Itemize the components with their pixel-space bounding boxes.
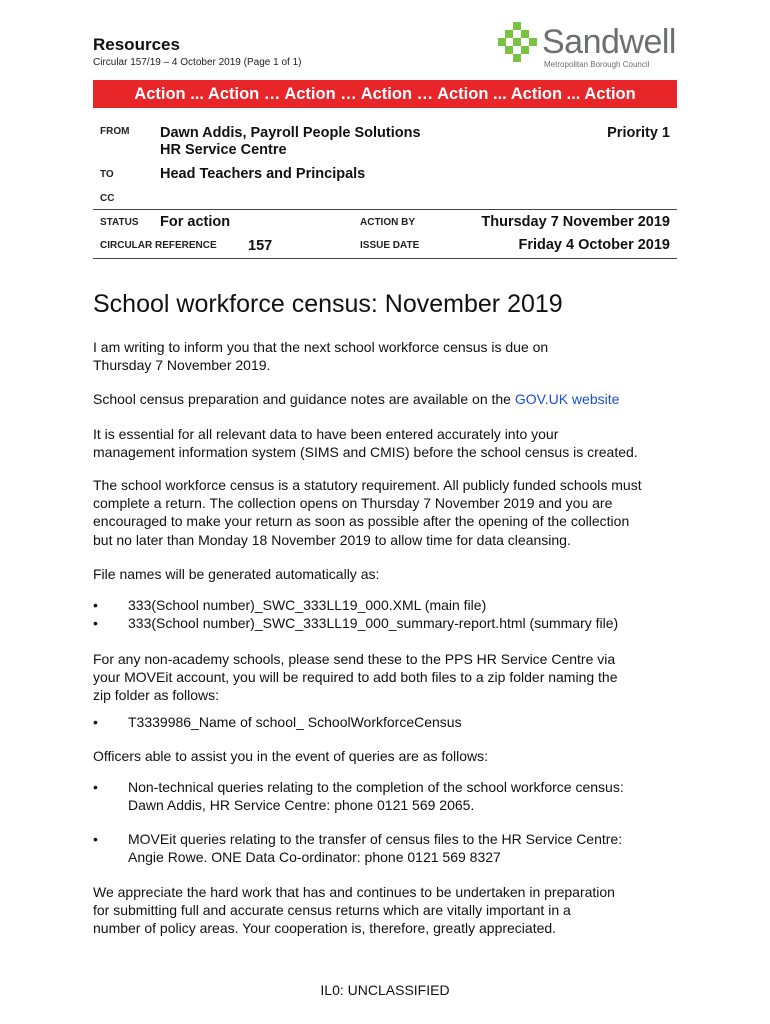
action-by-value: Thursday 7 November 2019 <box>481 214 670 230</box>
paragraph-statutory <box>93 476 708 549</box>
sandwell-logo <box>498 22 680 74</box>
issue-date-value: Friday 4 October 2019 <box>518 237 670 253</box>
action-by-label: ACTION BY <box>360 217 415 228</box>
from-value-line2: HR Service Centre <box>160 142 287 158</box>
paragraph-statutory-line1: The school workforce census is a statutory requirement. All publicly funded schools must <box>93 477 642 493</box>
info-divider-bottom <box>93 258 677 259</box>
circular-reference-value: 157 <box>248 238 273 254</box>
bullet-icon: • <box>93 779 98 795</box>
query-contact-non-technical-line1: Non-technical queries relating to the completion of the school workforce census: <box>128 779 624 795</box>
paragraph-appreciation-line1: We appreciate the hard work that has and continues to be undertaken in preparation <box>93 884 615 900</box>
zip-folder-name: T3339986_Name of school_ SchoolWorkforceCensus <box>128 714 462 730</box>
paragraph-intro <box>93 338 708 374</box>
paragraph-file-names: File names will be generated automatically as: <box>93 566 380 582</box>
paragraph-non-academy-line1: For any non-academy schools, please send these to the PPS HR Service Centre via <box>93 651 616 667</box>
paragraph-essential-line1: It is essential for all relevant data to have been entered accurately into your <box>93 426 559 442</box>
paragraph-non-academy <box>93 650 708 705</box>
paragraph-officers: Officers able to assist you in the event of queries are as follows: <box>93 748 489 764</box>
paragraph-non-academy-line2: your MOVEit account, you will be required to add both files to a zip folder naming the <box>93 669 618 686</box>
paragraph-statutory-line4: but no later than Monday 18 November 2019 to allow time for data cleansing. <box>93 531 571 548</box>
file-name-summary: 333(School number)_SWC_333LL19_000_summary-report.html (summary file) <box>128 615 619 631</box>
circular-subtitle: Circular 157/19 – 4 October 2019 (Page 1 of 1) <box>93 57 302 68</box>
to-value: Head Teachers and Principals <box>160 166 366 182</box>
query-contact-non-technical <box>128 778 708 814</box>
from-label: FROM <box>100 126 130 137</box>
bullet-icon: • <box>93 615 98 631</box>
query-contact-moveit-line1: MOVEit queries relating to the transfer of census files to the HR Service Centre: <box>128 831 623 847</box>
to-label: TO <box>100 169 114 180</box>
status-value: For action <box>160 214 231 230</box>
file-name-main: 333(School number)_SWC_333LL19_000.XML (main file) <box>128 597 487 613</box>
paragraph-statutory-line3: encouraged to make your return as soon as possible after the opening of the collection <box>93 513 630 530</box>
status-label: STATUS <box>100 217 139 228</box>
priority-value: Priority 1 <box>607 125 670 141</box>
query-contact-moveit-line2: Angie Rowe. ONE Data Co-ordinator: phone 0121 569 8327 <box>128 849 501 866</box>
document-title: School workforce census: November 2019 <box>93 290 563 318</box>
paragraph-essential <box>93 425 708 461</box>
cc-label: CC <box>100 193 115 204</box>
sandwell-logo-squares-icon <box>498 22 542 66</box>
paragraph-intro-line2: Thursday 7 November 2019. <box>93 357 271 374</box>
issue-date-label: ISSUE DATE <box>360 240 420 251</box>
bullet-icon: • <box>93 597 98 613</box>
paragraph-essential-line2: management information system (SIMS and CMIS) before the school census is created. <box>93 444 638 461</box>
sandwell-logo-wordmark: Sandwell <box>542 23 676 61</box>
bullet-icon: • <box>93 714 98 730</box>
paragraph-appreciation <box>93 883 708 938</box>
query-contact-non-technical-line2: Dawn Addis, HR Service Centre: phone 0121 569 2065. <box>128 797 475 814</box>
sandwell-logo-tagline: Metropolitan Borough Council <box>544 60 650 69</box>
paragraph-non-academy-line3: zip folder as follows: <box>93 687 220 704</box>
info-divider-top <box>93 209 677 210</box>
paragraph-guidance-text: School census preparation and guidance notes are available on the <box>93 391 515 407</box>
from-value-line1: Dawn Addis, Payroll People Solutions <box>160 125 421 141</box>
paragraph-statutory-line2: complete a return. The collection opens on Thursday 7 November 2019 and you are <box>93 495 613 512</box>
paragraph-guidance <box>93 390 708 408</box>
paragraph-intro-line1: I am writing to inform you that the next school workforce census is due on <box>93 339 549 355</box>
gov-uk-link[interactable]: GOV.UK website <box>514 391 620 407</box>
resources-heading: Resources <box>93 35 180 54</box>
query-contact-moveit <box>128 830 708 866</box>
paragraph-appreciation-line3: number of policy areas. Your cooperation is, therefore, greatly appreciated. <box>93 920 557 937</box>
paragraph-appreciation-line2: for submitting full and accurate census returns which are vitally important in a <box>93 902 571 919</box>
bullet-icon: • <box>93 831 98 847</box>
classification-footer: IL0: UNCLASSIFIED <box>320 982 450 998</box>
action-banner <box>93 80 677 108</box>
action-banner-text: Action ... Action … Action … Action … Action ... Action ... Action <box>134 84 636 103</box>
circular-reference-label: CIRCULAR REFERENCE <box>100 240 217 251</box>
